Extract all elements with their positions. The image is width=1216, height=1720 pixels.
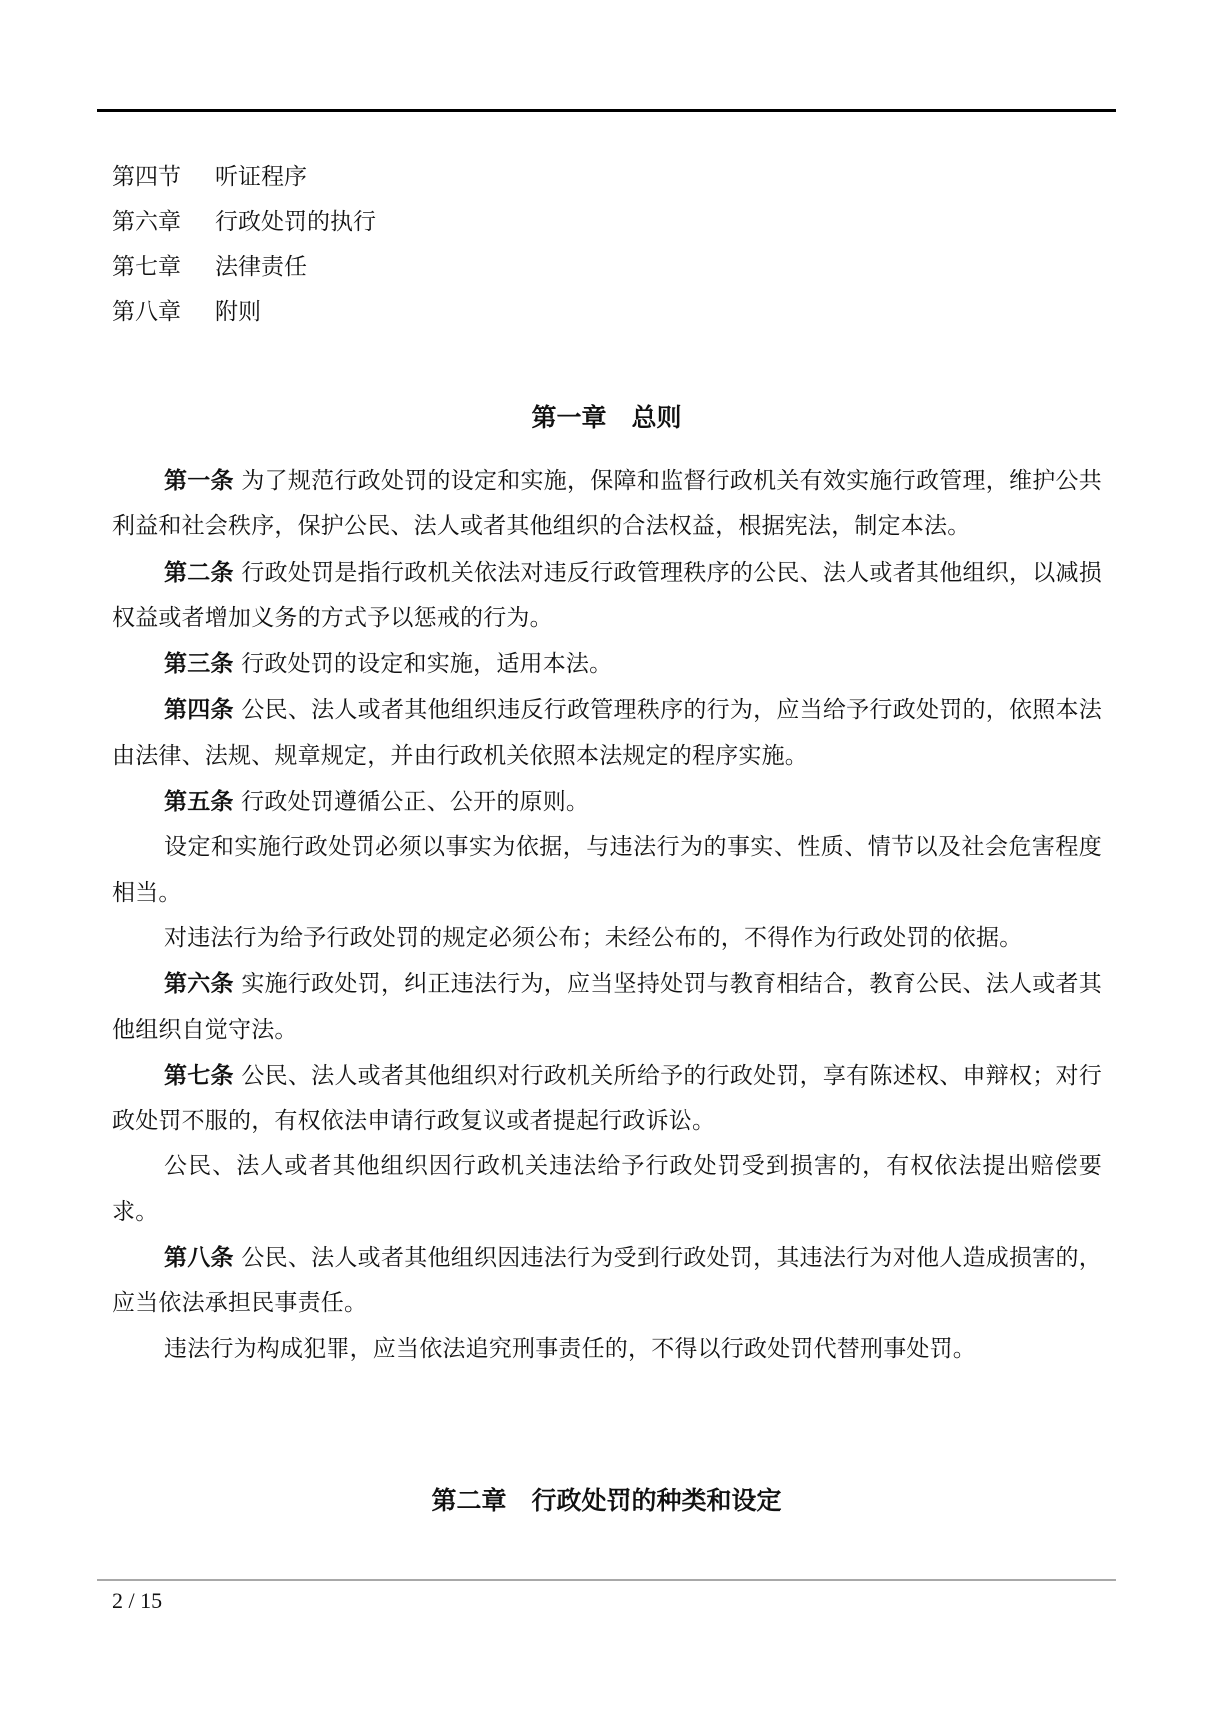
toc-item <box>112 290 376 335</box>
article-label: 第四条 <box>164 696 234 724</box>
toc-item-title: 听证程序 <box>215 164 307 190</box>
article-text: 设定和实施行政处罚必须以事实为依据，与违法行为的事实、性质、情节以及社会危害程度相当。 <box>112 834 1102 906</box>
article-label: 第七条 <box>164 1061 234 1089</box>
article-text: 公民、法人或者其他组织因行政机关违法给予行政处罚受到损害的，有权依法提出赔偿要求。 <box>112 1153 1102 1225</box>
article-paragraph <box>112 916 1102 961</box>
toc-item-number: 第八章 <box>112 299 181 325</box>
toc-item-number: 第七章 <box>112 254 181 280</box>
article-label: 第六条 <box>164 970 234 998</box>
toc-item-number: 第六章 <box>112 209 181 235</box>
toc-item <box>112 200 376 245</box>
toc-item-title: 行政处罚的执行 <box>215 209 376 235</box>
article-paragraph <box>112 1235 1102 1327</box>
article-label: 第五条 <box>164 788 234 816</box>
chapter-heading: 第二章 行政处罚的种类和设定 <box>431 1486 782 1515</box>
article-text: 公民、法人或者其他组织违反行政管理秩序的行为，应当给予行政处罚的，依照本法由法律、法规、规章规定，并由行政机关依照本法规定的程序实施。 <box>112 697 1102 769</box>
article-label: 第八条 <box>164 1244 234 1272</box>
article-paragraph <box>112 1144 1102 1235</box>
toc-item-title: 法律责任 <box>215 254 307 280</box>
article-label: 第二条 <box>164 558 234 586</box>
page-number: 2 / 15 <box>112 1588 163 1613</box>
article-paragraph <box>112 1053 1102 1145</box>
article-paragraph <box>112 550 1102 642</box>
article-paragraph <box>112 1327 1102 1372</box>
article-label: 第一条 <box>164 467 234 494</box>
article-text: 行政处罚的设定和实施，适用本法。 <box>233 651 613 678</box>
toc-item-number: 第四节 <box>112 164 181 190</box>
article-paragraph <box>112 779 1102 825</box>
article-text: 公民、法人或者其他组织对行政机关所给予的行政处罚，享有陈述权、申辩权；对行政处罚不服的，有权依法申请行政复议或者提起行政诉讼。 <box>112 1062 1102 1135</box>
article-paragraph <box>112 687 1102 779</box>
article-text: 公民、法人或者其他组织因违法行为受到行政处罚，其违法行为对他人造成损害的，应当依法承担民事责任。 <box>112 1245 1102 1317</box>
article-text: 为了规范行政处罚的设定和实施，保障和监督行政机关有效实施行政管理，维护公共利益和社会秩序，保护公民、法人或者其他组织的合法权益，根据宪法，制定本法。 <box>112 468 1102 540</box>
footer-rule <box>97 1579 1116 1581</box>
toc-item <box>112 245 376 290</box>
toc-item-title: 附则 <box>215 299 261 325</box>
article-paragraph <box>112 961 1102 1053</box>
article-text: 违法行为构成犯罪，应当依法追究刑事责任的，不得以行政处罚代替刑事处罚。 <box>164 1335 976 1362</box>
toc-item <box>112 155 376 200</box>
article-text: 行政处罚遵循公正、公开的原则。 <box>233 789 590 816</box>
article-label: 第三条 <box>164 650 234 678</box>
chapter-heading: 第一章 总则 <box>531 403 682 432</box>
table-of-contents <box>112 155 376 335</box>
article-paragraph <box>112 825 1102 916</box>
article-paragraph <box>112 458 1102 550</box>
article-text: 行政处罚是指行政机关依法对违反行政管理秩序的公民、法人或者其他组织，以减损权益或者增加义务的方式予以惩戒的行为。 <box>112 559 1102 631</box>
article-text: 实施行政处罚，纠正违法行为，应当坚持处罚与教育相结合，教育公民、法人或者其他组织自觉守法。 <box>112 971 1102 1043</box>
header-rule <box>97 109 1116 112</box>
article-body <box>112 458 1102 1372</box>
article-paragraph <box>112 641 1102 687</box>
article-text: 对违法行为给予行政处罚的规定必须公布；未经公布的，不得作为行政处罚的依据。 <box>164 924 1023 951</box>
